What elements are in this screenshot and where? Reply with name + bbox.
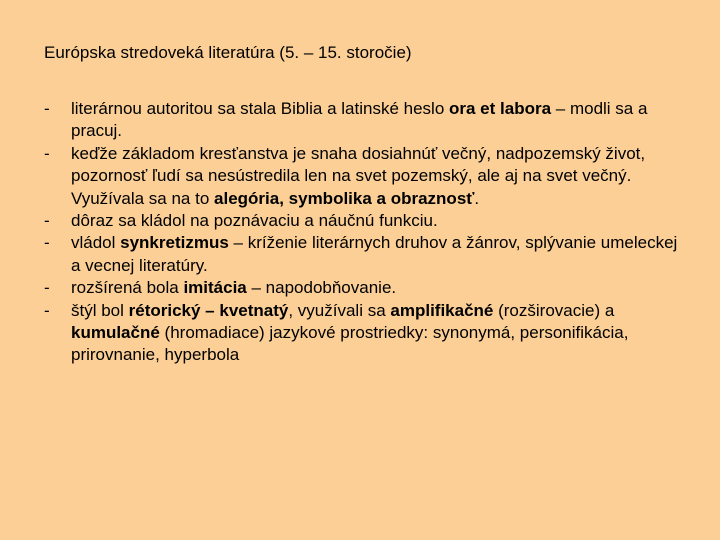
bullet-text-segment: (hromadiace) jazykové prostriedky: synonymá, personifikácia, prirovnanie, hyperbola [71,323,629,365]
bullet-marker: - [44,233,50,253]
slide-title: Európska stredoveká literatúra (5. – 15. storočie) [44,43,412,62]
bullet-text [71,99,647,140]
bullet-item [44,277,684,299]
bullet-text [71,211,438,230]
bullet-text-segment: – napodobňovanie. [246,278,397,298]
bullet-text-segment: – modli sa a pracuj. [71,99,648,141]
bullet-text-segment: vládol [71,233,121,253]
bullet-text [71,278,396,297]
bullet-text-bold: alegória, symbolika a obraznosť [214,188,475,208]
bullet-item [44,210,684,232]
bullet-text [71,301,628,365]
bullet-marker: - [44,143,50,163]
bullet-text-segment: (rozširovacie) a [493,300,615,320]
bullet-marker: - [44,300,50,320]
bullet-item [44,143,684,210]
bullet-marker: - [44,211,50,231]
bullet-item [44,232,684,277]
bullet-text-segment: keďže základom kresťanstva je snaha dosiahnúť večný, nadpozemský život, pozornosť ľudí sa nesústredila len na svet pozemský, ale aj na svet večný. Využívala sa na to [71,143,646,208]
bullet-text-bold: synkretizmus [120,233,229,253]
bullet-text-segment: – kríženie literárnych druhov a žánrov, splývanie umeleckej a vecnej literatúry. [71,233,678,275]
bullet-item [44,300,684,367]
bullet-text-segment: štýl bol [71,300,129,320]
bullet-text-segment: rozšírená bola [71,278,184,298]
bullet-text [71,144,645,208]
bullet-text [71,233,677,274]
bullet-text-segment: dôraz sa kládol na poznávaciu a náučnú funkciu. [71,211,438,231]
bullet-marker: - [44,278,50,298]
bullet-text-segment: . [474,188,480,208]
bullet-text-bold: imitácia [183,278,247,298]
bullet-text-bold: amplifikačné [390,300,494,320]
bullet-text-bold: ora et labora [449,99,552,118]
bullet-marker: - [44,99,50,118]
bullet-text-segment: literárnou autoritou sa stala Biblia a latinské heslo [71,99,449,118]
bullet-text-bold: rétorický – kvetnatý [128,300,289,320]
bullet-text-bold: kumulačné [71,323,160,343]
bullet-text-segment: , využívali sa [288,300,391,320]
bullet-item [44,98,684,143]
bullet-list [44,98,684,367]
